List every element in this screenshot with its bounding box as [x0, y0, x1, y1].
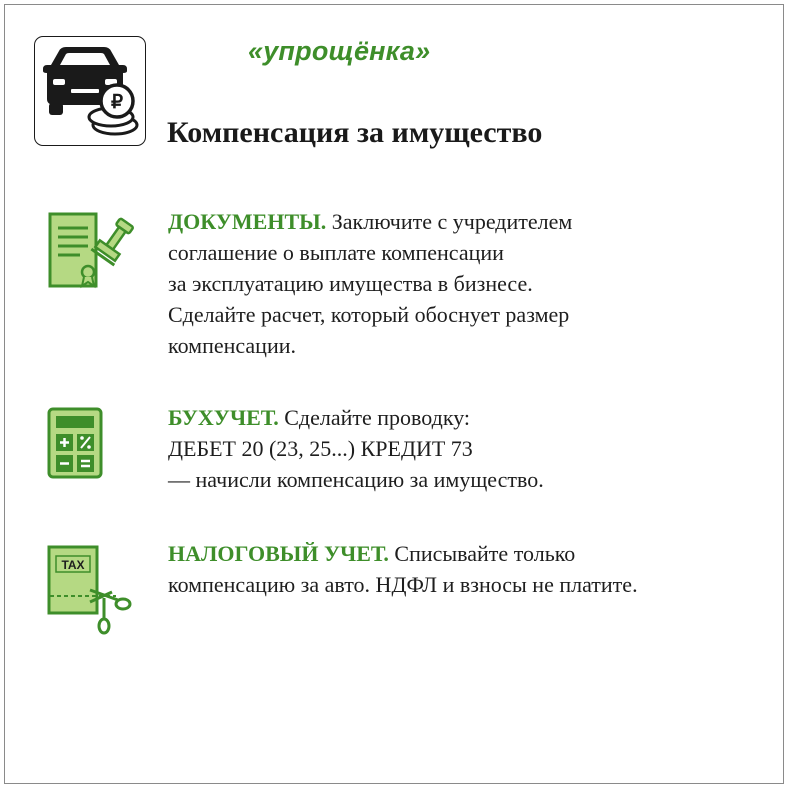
text-line: ДЕБЕТ 20 (23, 25...) КРЕДИТ 73 — [168, 436, 473, 461]
accounting-first-line: БУХУЧЕТ. Сделайте проводку: — [168, 405, 471, 430]
logo-box — [34, 36, 146, 146]
documents-first-line: ДОКУМЕНТЫ. Заключите с учредителем — [168, 209, 573, 234]
page-title: Компенсация за имущество — [167, 116, 543, 149]
accounting-heading: БУХУЧЕТ. — [168, 405, 279, 430]
tax-label: TAX — [61, 558, 85, 572]
text-line: соглашение о выплате компенсации — [168, 240, 504, 265]
car-with-coins-icon — [35, 37, 145, 145]
text-line: компенсацию за авто. НДФЛ и взносы не платите. — [168, 572, 638, 597]
tax-text — [168, 538, 768, 600]
documents-text — [168, 206, 768, 361]
text-line: за эксплуатацию имущества в бизнесе. — [168, 271, 533, 296]
tax-document-scissors-icon — [46, 544, 138, 636]
documents-heading: ДОКУМЕНТЫ. — [168, 209, 327, 234]
text-line: — начисли компенсацию за имущество. — [168, 467, 544, 492]
tax-first-line: НАЛОГОВЫЙ УЧЕТ. Списывайте только — [168, 541, 576, 566]
document-with-stamp-icon — [46, 210, 136, 294]
ruble-symbol: ₽ — [110, 92, 124, 113]
text-line: Сделайте расчет, который обоснует размер — [168, 302, 570, 327]
calculator-icon — [46, 406, 106, 480]
accounting-text — [168, 402, 768, 495]
tax-heading: НАЛОГОВЫЙ УЧЕТ. — [168, 541, 389, 566]
brand-name: «упрощёнка» — [248, 36, 431, 66]
text-line: компенсации. — [168, 333, 297, 358]
